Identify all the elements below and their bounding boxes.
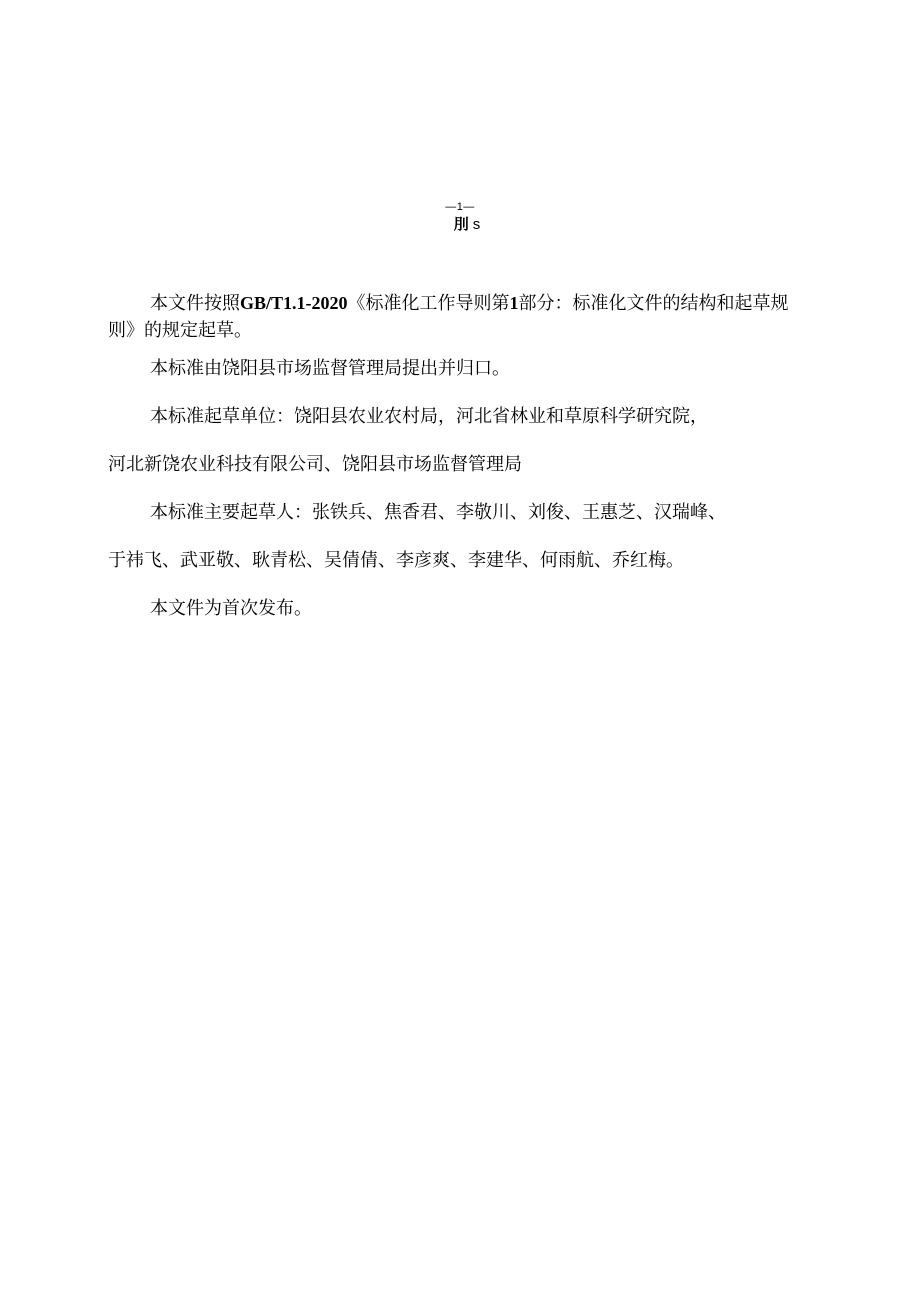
foreword-heading bbox=[0, 200, 920, 235]
part-number: 1 bbox=[509, 293, 519, 313]
standard-code: GB/T1.1-2020 bbox=[240, 293, 348, 313]
paragraph-drafting-rules-line2: 则》的规定起草。 bbox=[108, 320, 252, 341]
paragraph-drafting-units-line2: 河北新饶农业科技有限公司、饶阳县市场监督管理局 bbox=[108, 454, 522, 475]
paragraph-drafting-units-line1: 本标准起草单位：饶阳县农业农村局，河北省林业和草原科学研究院， bbox=[150, 406, 708, 427]
paragraph-drafters-line2: 于祎飞、武亚敬、耿青松、吴倩倩、李彦爽、李建华、何雨航、乔红梅。 bbox=[108, 550, 684, 571]
drafting-rules-text-c: 部分：标准化文件的结构和起草规 bbox=[518, 293, 789, 314]
paragraph-proposer: 本标准由饶阳县市场监督管理局提出并归口。 bbox=[150, 358, 510, 379]
heading-title bbox=[0, 214, 920, 235]
drafting-rules-text-a: 本文件按照 bbox=[150, 293, 240, 314]
heading-page-marker: —1— bbox=[445, 201, 475, 213]
heading-title-suffix: s bbox=[472, 216, 481, 233]
paragraph-first-release: 本文件为首次发布。 bbox=[150, 598, 312, 619]
drafting-rules-text-b: 《标准化工作导则第 bbox=[347, 293, 510, 314]
paragraph-drafters-line1: 本标准主要起草人：张铁兵、焦香君、李敬川、刘俊、王惠芝、汉瑞峰、 bbox=[150, 502, 726, 523]
heading-title-text: 刖 bbox=[453, 215, 469, 233]
paragraph-drafting-rules-line1 bbox=[150, 290, 789, 317]
